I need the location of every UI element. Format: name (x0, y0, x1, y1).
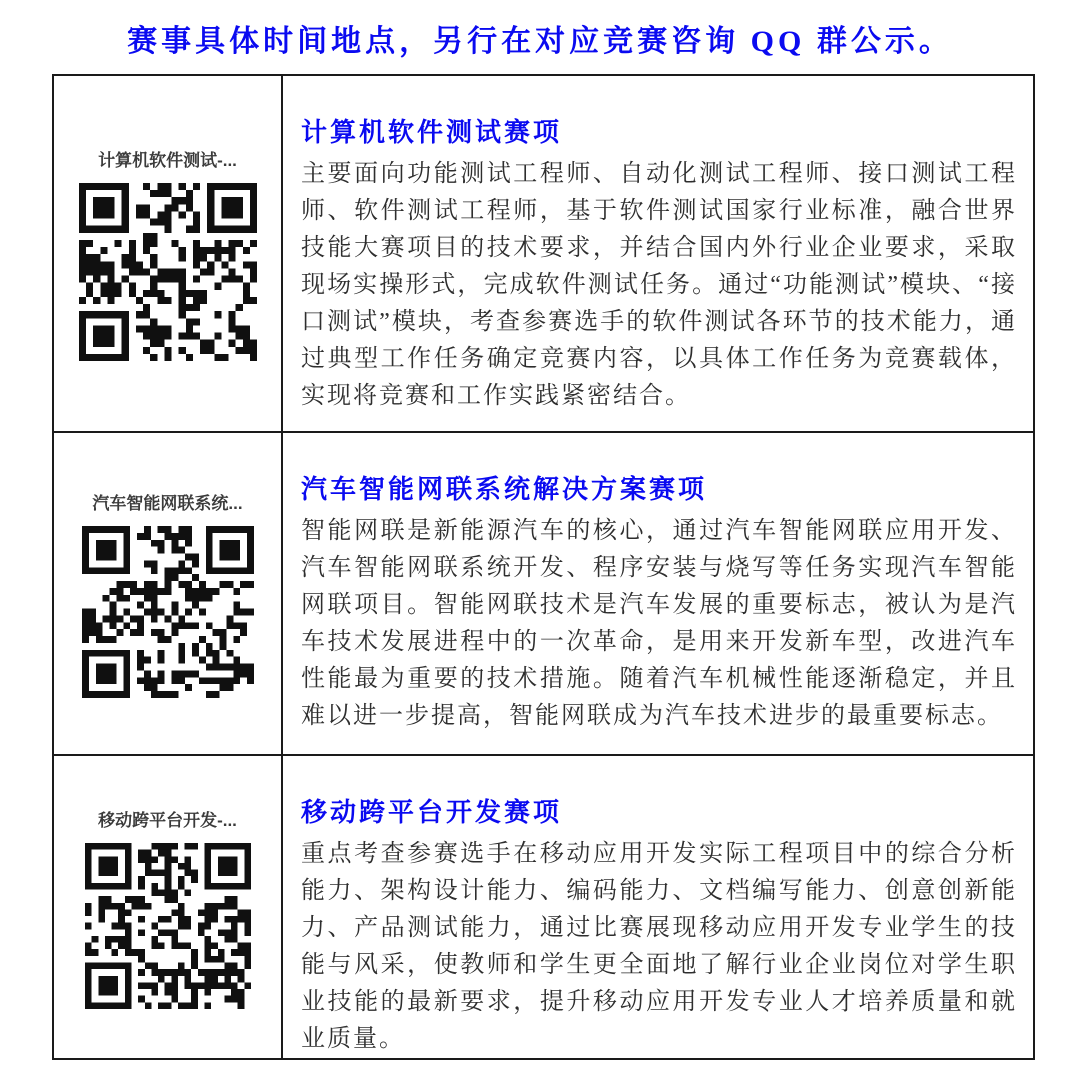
event-heading: 汽车智能网联系统解决方案赛项 (301, 475, 708, 505)
table-row-software-testing (54, 76, 1033, 431)
qr-caption: 移动跨平台开发-... (98, 810, 237, 830)
qr-code-image (79, 183, 257, 361)
event-cell (283, 433, 1033, 754)
event-cell (283, 76, 1033, 431)
event-heading: 计算机软件测试赛项 (301, 118, 563, 147)
qr-code-image (85, 843, 251, 1009)
event-description: 智能网联是新能源汽车的核心，通过汽车智能网联应用开发、汽车智能网联系统开发、程序安装与烧写等任务实现汽车智能网联项目。智能网联技术是汽车发展的重要标志，被认为是汽车技术发展进程中的一次革命，是用来开发新车型，改进汽车性能最为重要的技术措施。随着汽车机械性能逐渐稳定，并且难以进一步提高，智能网联成为汽车技术进步的最重要标志。 (301, 518, 1017, 730)
qr-cell (54, 756, 283, 1058)
table-row-mobile-crossplatform-dev (54, 754, 1033, 1058)
table-row-intelligent-connected-vehicle (54, 431, 1033, 754)
qr-code-image (82, 526, 254, 698)
qr-cell (54, 433, 283, 754)
qr-caption: 汽车智能网联系统... (92, 494, 243, 514)
page-title: 赛事具体时间地点，另行在对应竞赛咨询 QQ 群公示。 (127, 25, 953, 58)
event-cell (283, 756, 1033, 1058)
event-heading: 移动跨平台开发赛项 (301, 798, 563, 827)
qr-caption: 计算机软件测试-... (98, 151, 237, 171)
competition-events-table (52, 74, 1035, 1060)
event-description: 主要面向功能测试工程师、自动化测试工程师、接口测试工程师、软件测试工程师，基于软件测试国家行业标准，融合世界技能大赛项目的技术要求，并结合国内外行业企业要求，采取现场实操形式，完成软件测试任务。通过“功能测试”模块、“接口测试”模块，考查参赛选手的软件测试各环节的技术能力，通过典型工作任务确定竞赛内容，以具体工作任务为竞赛载体，实现将竞赛和工作实践紧密结合。 (301, 161, 1017, 409)
qr-cell (54, 76, 283, 431)
event-description: 重点考查参赛选手在移动应用开发实际工程项目中的综合分析能力、架构设计能力、编码能力、文档编写能力、创意创新能力、产品测试能力，通过比赛展现移动应用开发专业学生的技能与风采，使教师和学生更全面地了解行业企业岗位对学生职业技能的最新要求，提升移动应用开发专业人才培养质量和就业质量。 (301, 841, 1017, 1052)
